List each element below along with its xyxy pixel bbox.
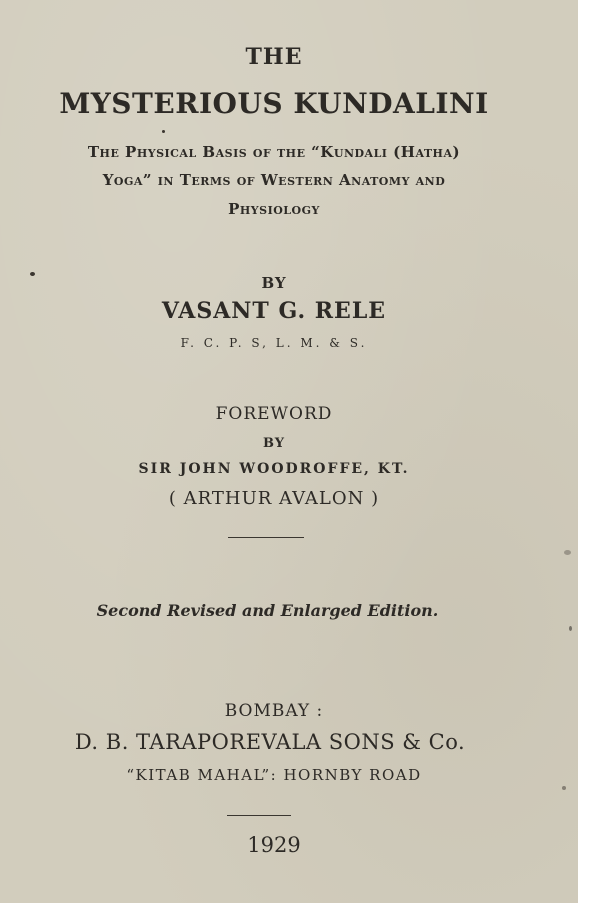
paper-speck [562, 786, 566, 790]
publisher-name: D. B. TARAPOREVALA SONS & Co. [74, 730, 466, 754]
divider-rule-top [228, 537, 304, 538]
paper-speck [162, 130, 165, 133]
divider-rule-bottom [227, 815, 291, 816]
book-title: MYSTERIOUS KUNDALINI [59, 87, 489, 120]
subtitle-line-3: Physiology [228, 200, 320, 218]
edition-note: Second Revised and Enlarged Edition. [96, 601, 439, 620]
paper-speck [30, 272, 35, 276]
subtitle-line-1: The Physical Basis of the “Kundali (Hatha) [87, 143, 461, 161]
publication-year: 1929 [247, 833, 301, 857]
foreword-by-label: BY [262, 436, 286, 451]
author-credentials: F. C. P. S, L. M. & S. [180, 336, 368, 350]
paper-speck [564, 550, 571, 555]
foreword-pseudonym: ( ARTHUR AVALON ) [168, 488, 380, 509]
title-article: THE [245, 44, 303, 70]
publication-city: BOMBAY : [224, 701, 324, 721]
foreword-label: FOREWORD [215, 404, 333, 424]
subtitle-line-2: Yoga” in Terms of Western Anatomy and [102, 171, 446, 189]
paper-speck [569, 626, 572, 631]
foreword-author: SIR JOHN WOODROFFE, KT. [138, 461, 410, 477]
publisher-address: “KITAB MAHAL”: HORNBY ROAD [126, 766, 422, 784]
author-name: VASANT G. RELE [161, 298, 387, 324]
by-label: BY [261, 274, 287, 292]
